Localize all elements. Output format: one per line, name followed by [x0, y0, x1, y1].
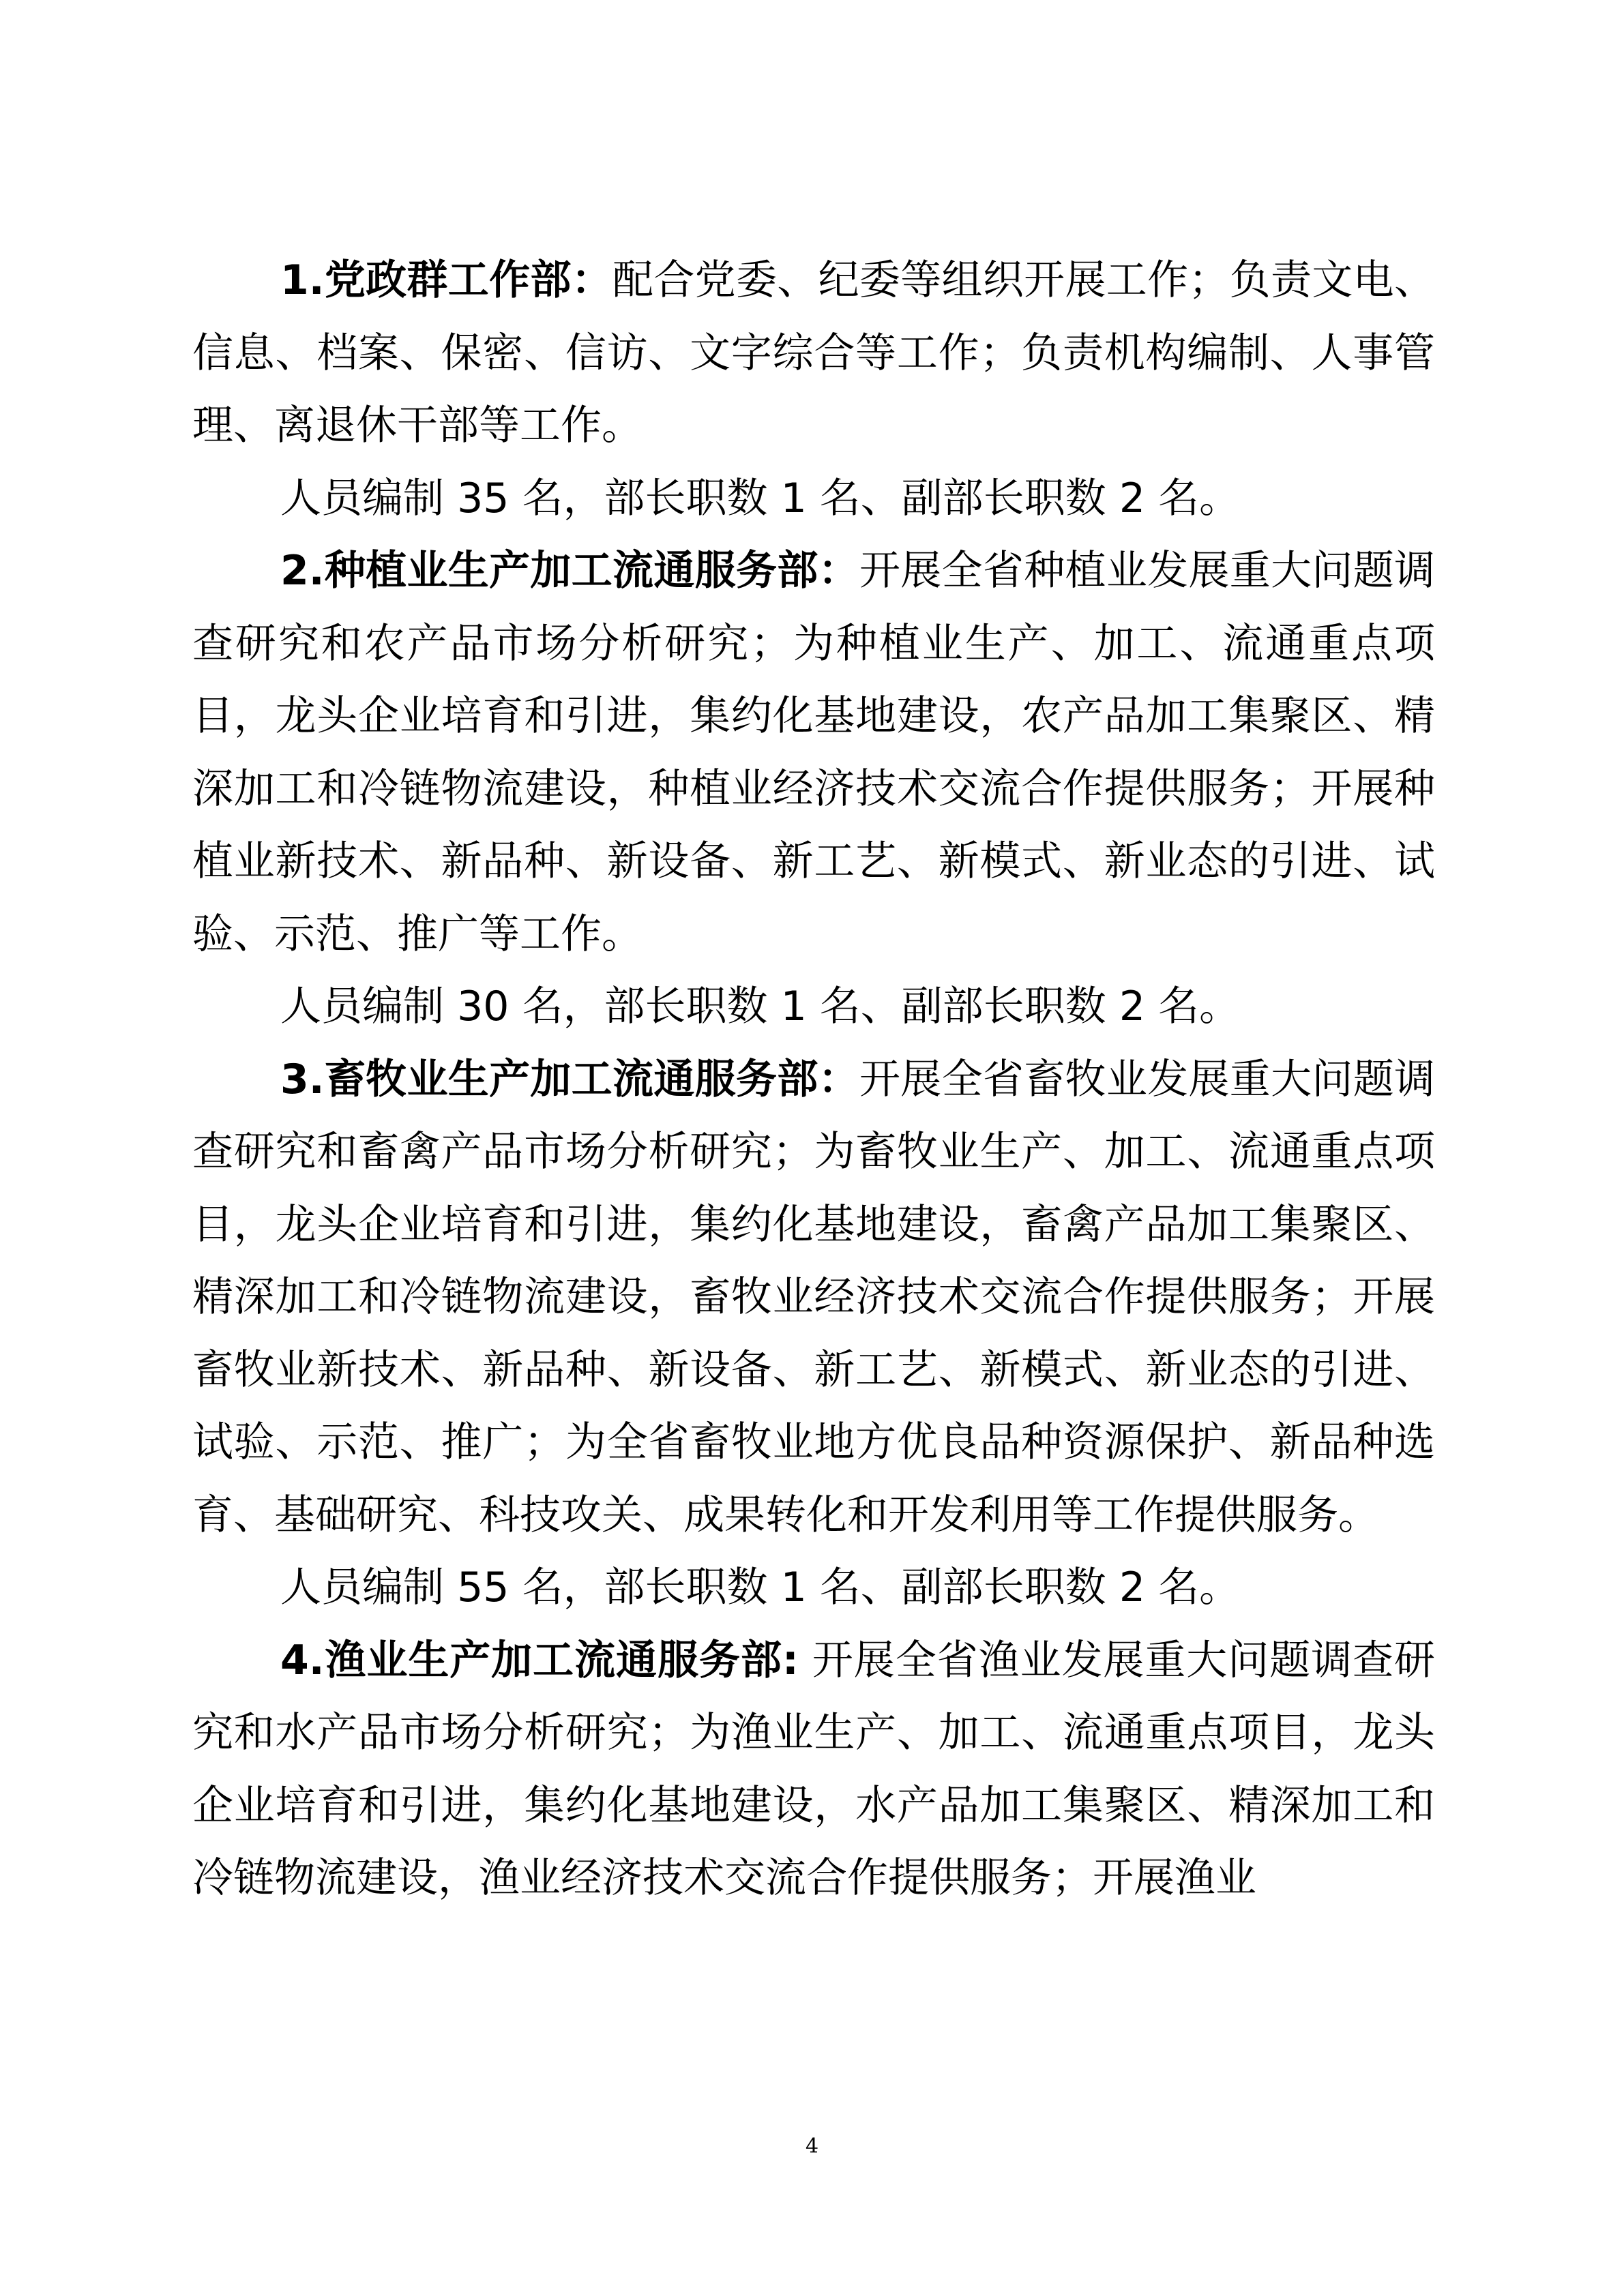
- page-number: 4: [805, 2134, 819, 2158]
- section-2-paragraph: [192, 535, 1435, 970]
- section-1-staffing: 人员编制 35 名，部长职数 1 名、副部长职数 2 名。: [280, 474, 1241, 522]
- section-4-text: 开展全省渔业发展重大问题调查研究和水产品市场分析研究；为渔业生产、加工、流通重点项目，龙头企业培育和引进，集约化基地建设，水产品加工集聚区、精深加工和冷链物流建设，渔业经济技术交流合作提供服务；开展渔业: [192, 1636, 1435, 1902]
- section-1-heading: 1.党政群工作部：: [280, 256, 613, 304]
- section-2-staffing: 人员编制 30 名，部长职数 1 名、副部长职数 2 名。: [280, 983, 1241, 1030]
- section-3-staffing: 人员编制 55 名，部长职数 1 名、副部长职数 2 名。: [280, 1564, 1241, 1611]
- section-1-text: 配合党委、纪委等组织开展工作；负责文电、信息、档案、保密、信访、文字综合等工作；负责机构编制、人事管理、离退休干部等工作。: [192, 256, 1435, 449]
- document-body: [192, 244, 1435, 1915]
- section-3-text: 开展全省畜牧业发展重大问题调查研究和畜禽产品市场分析研究；为畜牧业生产、加工、流通重点项目，龙头企业培育和引进，集约化基地建设，畜禽产品加工集聚区、精深加工和冷链物流建设，畜牧业经济技术交流合作提供服务；开展畜牧业新技术、新品种、新设备、新工艺、新模式、新业态的引进、试验、示范、推广；为全省畜牧业地方优良品种资源保护、新品种选育、基础研究、科技攻关、成果转化和开发利用等工作提供服务。: [192, 1055, 1436, 1539]
- section-2-text: 开展全省种植业发展重大问题调查研究和农产品市场分析研究；为种植业生产、加工、流通重点项目，龙头企业培育和引进，集约化基地建设，农产品加工集聚区、精深加工和冷链物流建设，种植业经济技术交流合作提供服务；开展种植业新技术、新品种、新设备、新工艺、新模式、新业态的引进、试验、示范、推广等工作。: [192, 547, 1436, 958]
- section-4-heading: 4.渔业生产加工流通服务部:: [280, 1636, 799, 1684]
- section-3-heading: 3.畜牧业生产加工流通服务部：: [280, 1055, 859, 1103]
- section-4-paragraph: [192, 1624, 1435, 1915]
- section-2-heading: 2.种植业生产加工流通服务部：: [280, 547, 859, 595]
- section-1-paragraph: [192, 244, 1435, 462]
- section-3-paragraph: [192, 1043, 1435, 1552]
